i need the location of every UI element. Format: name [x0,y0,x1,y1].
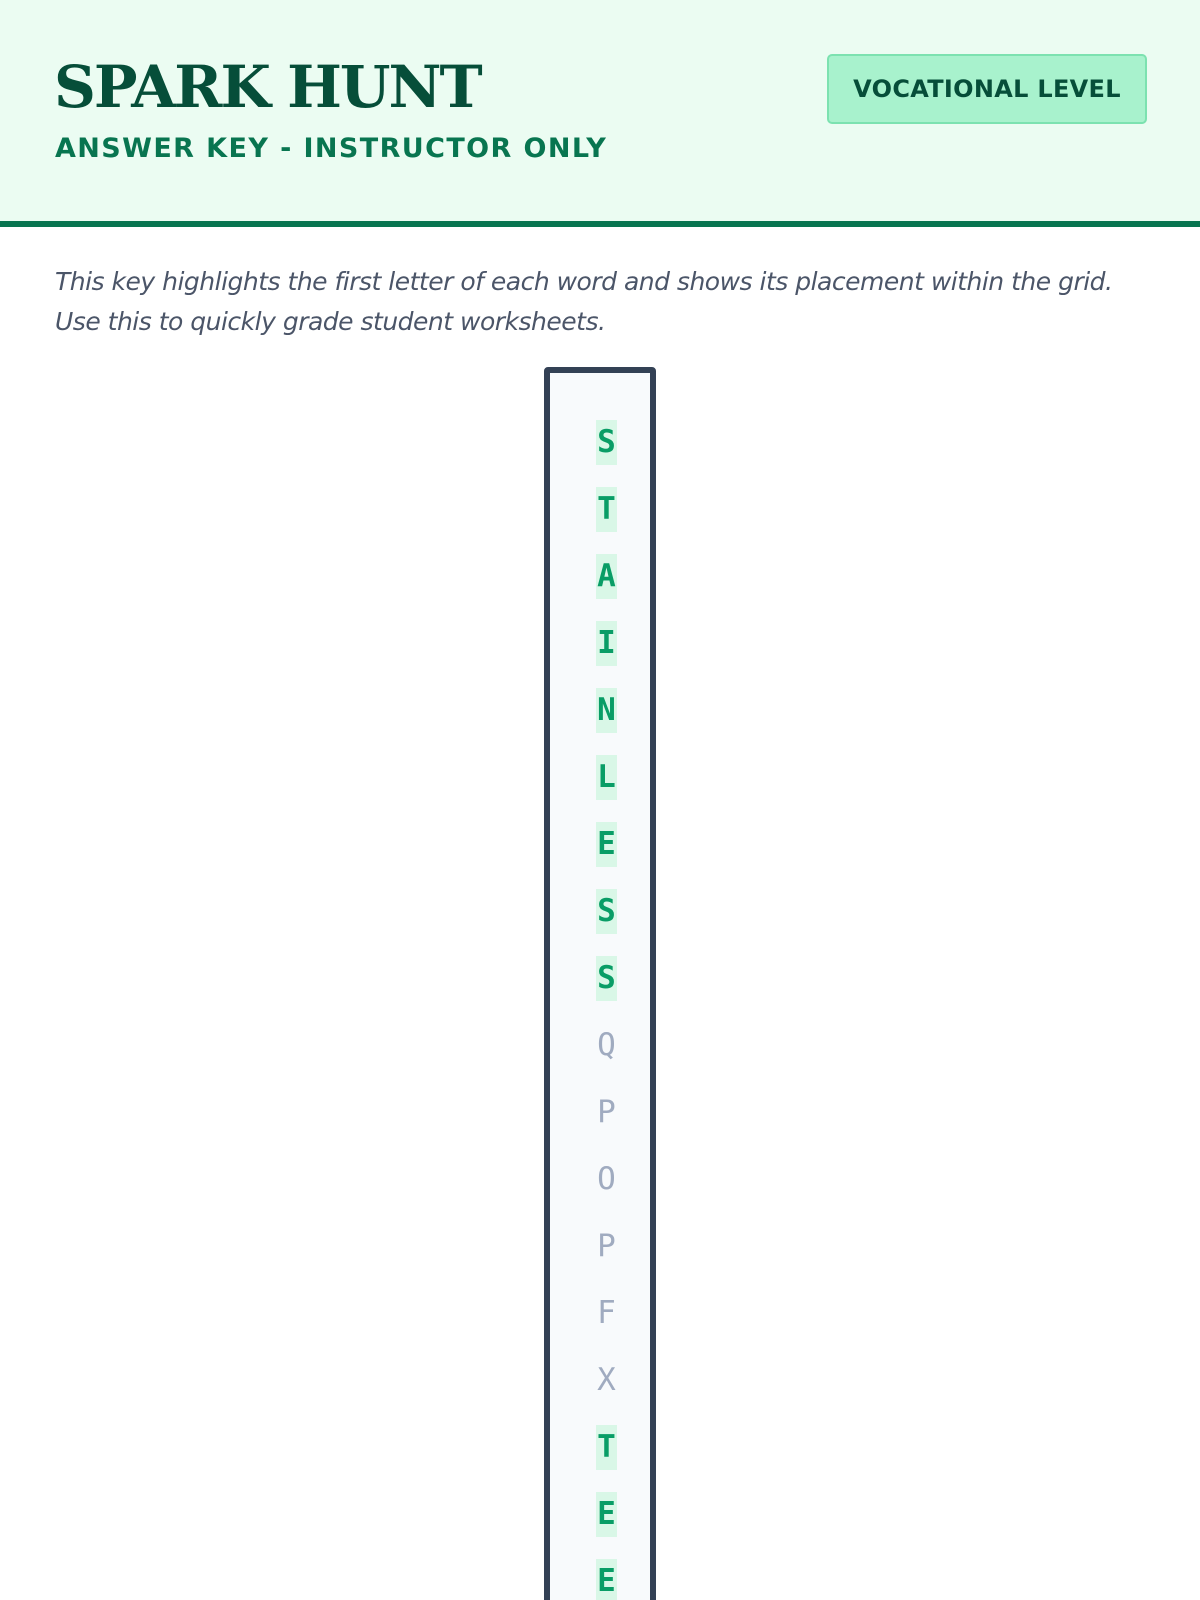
worksheet-header [0,0,1200,227]
grid-cell: I [596,621,617,666]
vocational-level-badge: VOCATIONAL LEVEL [827,54,1147,124]
grid-cell: E [596,1559,617,1600]
grid-cell: T [596,1425,617,1470]
grid-cell: P [597,1094,616,1130]
grid-cell: S [596,956,617,1001]
grid-cell: X [597,1362,616,1398]
grid-cell: E [596,822,617,867]
grading-instructions: This key highlights the first letter of each word and shows its placement within the grid. Use this to quickly grade student worksheets. [55,267,1113,336]
grid-cell: A [596,554,617,599]
grid-cell: F [597,1295,616,1331]
answer-key-subtitle: ANSWER KEY - INSTRUCTOR ONLY [55,133,608,164]
grid-cell: P [597,1228,616,1264]
grid-cell: Q [597,1027,616,1063]
page-title: SPARK HUNT [54,53,481,121]
grid-cell: O [597,1161,616,1197]
word-search-grid [544,367,656,1600]
grid-cell: S [596,889,617,934]
grid-cell: S [596,420,617,465]
grid-cell: T [596,487,617,532]
grid-cell: L [596,755,617,800]
grid-cell: E [596,1492,617,1537]
grid-cell: N [596,688,617,733]
